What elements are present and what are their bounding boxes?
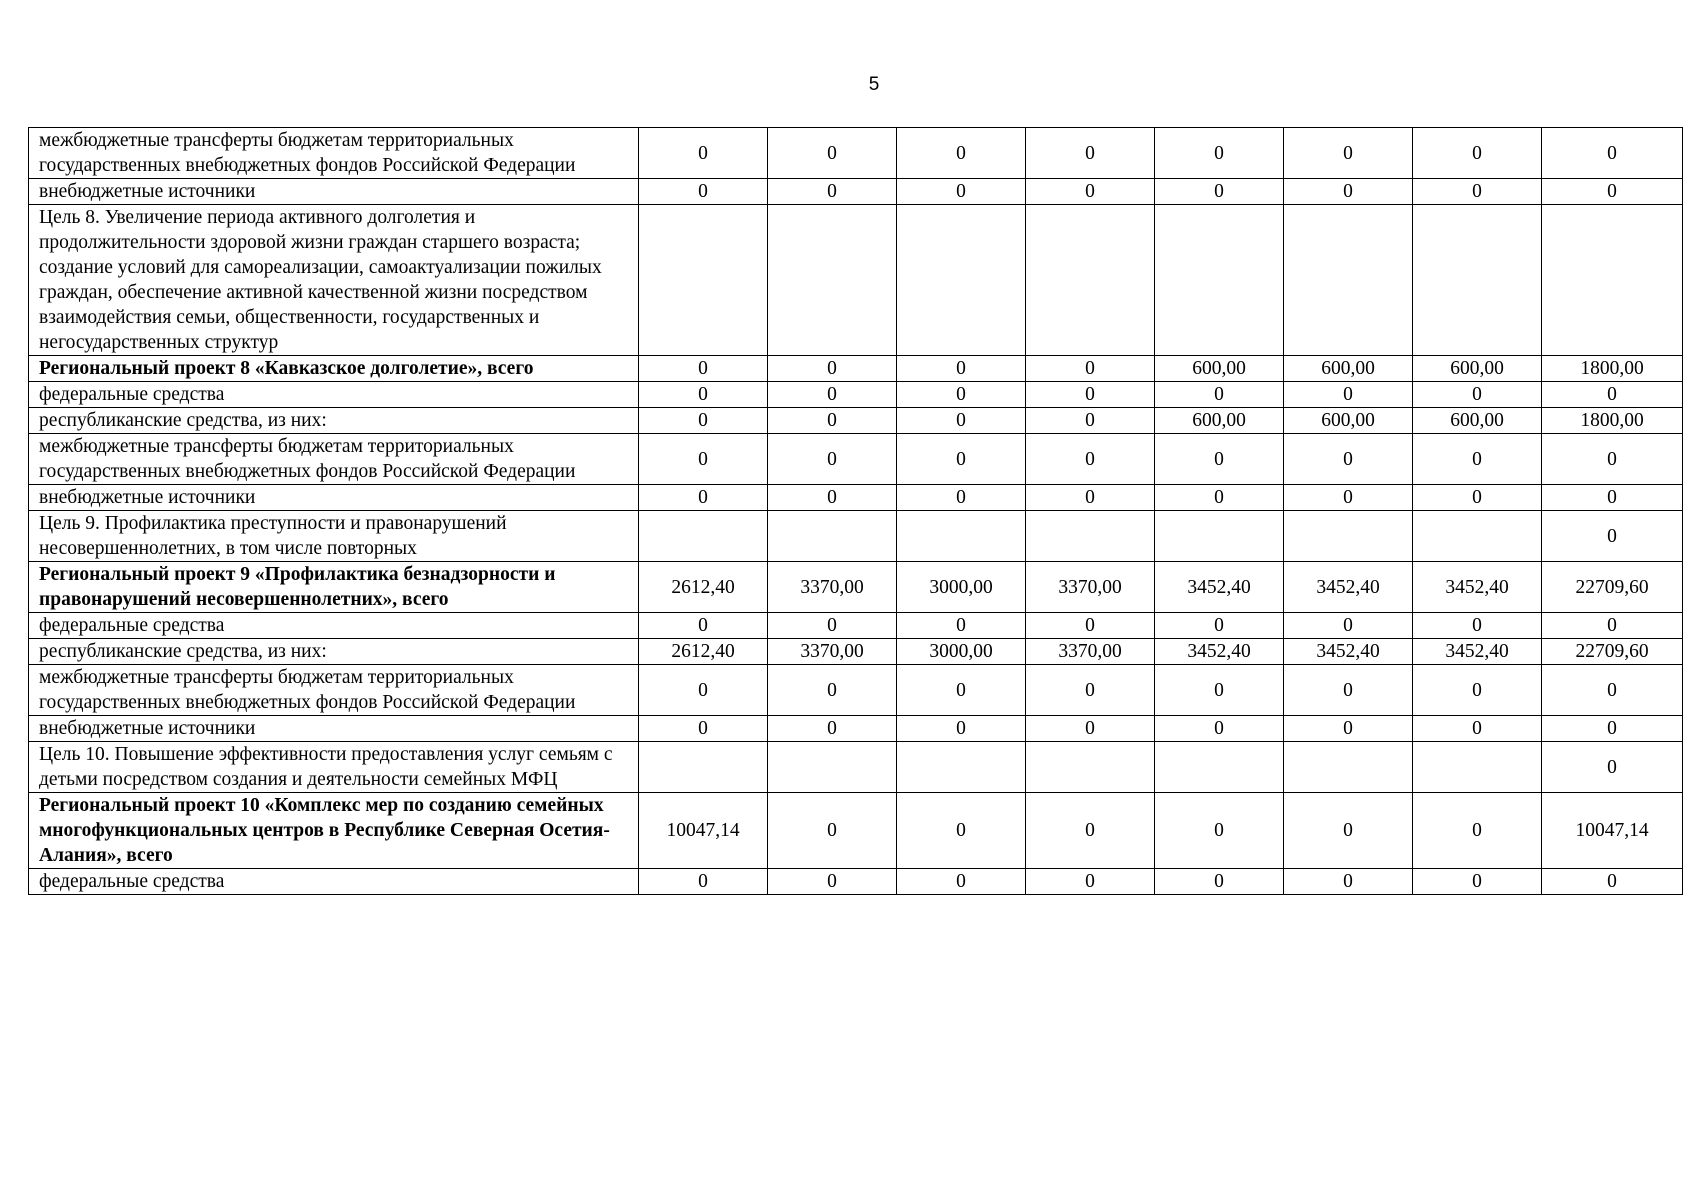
value-cell: 0: [1542, 665, 1683, 716]
value-cell: [768, 205, 897, 356]
row-label: Цель 10. Повышение эффективности предоставления услуг семьям с детьми посредством создания и деятельности семейных МФЦ: [29, 742, 639, 793]
value-cell: 3452,40: [1284, 562, 1413, 613]
value-cell: 0: [1284, 434, 1413, 485]
value-cell: 0: [1542, 716, 1683, 742]
value-cell: 600,00: [1155, 356, 1284, 382]
value-cell: [1413, 511, 1542, 562]
value-cell: [1155, 511, 1284, 562]
table-row: [29, 665, 1683, 716]
value-cell: 0: [1284, 128, 1413, 179]
value-cell: 0: [897, 356, 1026, 382]
value-cell: 0: [897, 408, 1026, 434]
value-cell: 0: [897, 485, 1026, 511]
value-cell: 0: [1413, 382, 1542, 408]
value-cell: 22709,60: [1542, 562, 1683, 613]
value-cell: 0: [1026, 716, 1155, 742]
value-cell: 0: [1155, 665, 1284, 716]
value-cell: 0: [1155, 128, 1284, 179]
value-cell: 0: [1542, 613, 1683, 639]
value-cell: [1413, 742, 1542, 793]
table-body: [29, 128, 1683, 895]
value-cell: 0: [768, 179, 897, 205]
value-cell: 0: [1026, 128, 1155, 179]
row-label: федеральные средства: [29, 382, 639, 408]
value-cell: 0: [1026, 665, 1155, 716]
value-cell: [897, 511, 1026, 562]
row-label: внебюджетные источники: [29, 179, 639, 205]
value-cell: 0: [1284, 179, 1413, 205]
value-cell: 0: [1542, 511, 1683, 562]
value-cell: 0: [768, 665, 897, 716]
row-label: межбюджетные трансферты бюджетам территориальных государственных внебюджетных фондов Российской Федерации: [29, 128, 639, 179]
value-cell: 3452,40: [1155, 562, 1284, 613]
value-cell: 0: [1542, 128, 1683, 179]
value-cell: 3452,40: [1413, 562, 1542, 613]
row-label: межбюджетные трансферты бюджетам территориальных государственных внебюджетных фондов Российской Федерации: [29, 434, 639, 485]
value-cell: 600,00: [1413, 408, 1542, 434]
row-label: внебюджетные источники: [29, 485, 639, 511]
value-cell: 0: [897, 869, 1026, 895]
value-cell: 0: [1413, 793, 1542, 869]
value-cell: 0: [768, 869, 897, 895]
value-cell: 0: [639, 382, 768, 408]
table-row: [29, 179, 1683, 205]
value-cell: [639, 205, 768, 356]
table-row: [29, 639, 1683, 665]
value-cell: [1284, 742, 1413, 793]
value-cell: 0: [639, 408, 768, 434]
value-cell: 0: [1284, 613, 1413, 639]
row-label: внебюджетные источники: [29, 716, 639, 742]
value-cell: 0: [639, 665, 768, 716]
value-cell: 3452,40: [1284, 639, 1413, 665]
value-cell: 0: [1542, 485, 1683, 511]
value-cell: 0: [897, 179, 1026, 205]
row-label: Цель 9. Профилактика преступности и правонарушений несовершеннолетних, в том числе повторных: [29, 511, 639, 562]
value-cell: [639, 511, 768, 562]
value-cell: 3370,00: [1026, 639, 1155, 665]
value-cell: 0: [768, 434, 897, 485]
value-cell: 0: [1284, 869, 1413, 895]
value-cell: 600,00: [1284, 356, 1413, 382]
value-cell: 0: [1026, 793, 1155, 869]
table-row: [29, 128, 1683, 179]
value-cell: 1800,00: [1542, 408, 1683, 434]
value-cell: [1284, 205, 1413, 356]
value-cell: 0: [897, 382, 1026, 408]
table-row: [29, 408, 1683, 434]
value-cell: 3452,40: [1413, 639, 1542, 665]
value-cell: 0: [1155, 613, 1284, 639]
value-cell: 600,00: [1155, 408, 1284, 434]
value-cell: 0: [1155, 485, 1284, 511]
value-cell: [1155, 742, 1284, 793]
value-cell: 3452,40: [1155, 639, 1284, 665]
value-cell: [1542, 205, 1683, 356]
value-cell: 0: [1542, 434, 1683, 485]
value-cell: 0: [639, 613, 768, 639]
table-row: [29, 562, 1683, 613]
value-cell: 0: [1026, 434, 1155, 485]
value-cell: 0: [768, 485, 897, 511]
value-cell: 0: [639, 356, 768, 382]
value-cell: 0: [1284, 382, 1413, 408]
value-cell: 0: [1413, 665, 1542, 716]
value-cell: 0: [768, 613, 897, 639]
page-number: 5: [868, 74, 880, 95]
value-cell: 0: [1284, 793, 1413, 869]
row-label: Региональный проект 8 «Кавказское долголетие», всего: [29, 356, 639, 382]
value-cell: [1413, 205, 1542, 356]
table-row: [29, 793, 1683, 869]
value-cell: 0: [1026, 485, 1155, 511]
row-label: межбюджетные трансферты бюджетам территориальных государственных внебюджетных фондов Российской Федерации: [29, 665, 639, 716]
value-cell: [639, 742, 768, 793]
budget-table: [28, 127, 1683, 895]
value-cell: 0: [897, 793, 1026, 869]
value-cell: 3370,00: [1026, 562, 1155, 613]
value-cell: 0: [1542, 742, 1683, 793]
table-row: [29, 716, 1683, 742]
value-cell: 10047,14: [639, 793, 768, 869]
value-cell: 10047,14: [1542, 793, 1683, 869]
value-cell: 0: [639, 869, 768, 895]
row-label: Региональный проект 9 «Профилактика безнадзорности и правонарушений несовершеннолетних», всего: [29, 562, 639, 613]
table-row: [29, 205, 1683, 356]
value-cell: 0: [1155, 434, 1284, 485]
value-cell: 0: [1284, 485, 1413, 511]
value-cell: 0: [639, 716, 768, 742]
value-cell: [1026, 742, 1155, 793]
value-cell: 0: [768, 408, 897, 434]
value-cell: 0: [768, 793, 897, 869]
value-cell: 3000,00: [897, 562, 1026, 613]
value-cell: [1284, 511, 1413, 562]
value-cell: [1155, 205, 1284, 356]
table-row: [29, 356, 1683, 382]
value-cell: [1026, 511, 1155, 562]
value-cell: [768, 511, 897, 562]
value-cell: 3370,00: [768, 639, 897, 665]
table-row: [29, 511, 1683, 562]
value-cell: 0: [1284, 716, 1413, 742]
value-cell: [897, 205, 1026, 356]
value-cell: 0: [1026, 408, 1155, 434]
value-cell: [897, 742, 1026, 793]
value-cell: 0: [1026, 613, 1155, 639]
value-cell: 0: [1026, 382, 1155, 408]
value-cell: 0: [1026, 356, 1155, 382]
value-cell: 0: [1413, 434, 1542, 485]
value-cell: 1800,00: [1542, 356, 1683, 382]
row-label: федеральные средства: [29, 613, 639, 639]
value-cell: 0: [1413, 128, 1542, 179]
value-cell: 0: [639, 128, 768, 179]
table-row: [29, 742, 1683, 793]
value-cell: 0: [639, 179, 768, 205]
table-row: [29, 485, 1683, 511]
value-cell: 0: [897, 665, 1026, 716]
value-cell: 0: [897, 613, 1026, 639]
value-cell: 0: [1155, 179, 1284, 205]
value-cell: 0: [1155, 382, 1284, 408]
value-cell: 0: [1413, 179, 1542, 205]
value-cell: 0: [1413, 716, 1542, 742]
value-cell: 0: [1155, 793, 1284, 869]
row-label: Цель 8. Увеличение периода активного долголетия и продолжительности здоровой жизни граждан старшего возраста; создание условий для самореализации, самоактуализации пожилых граждан, обеспечение активной качественной жизни посредством взаимодействия семьи, общественности, государственных и негосударственных структур: [29, 205, 639, 356]
value-cell: 3370,00: [768, 562, 897, 613]
row-label: федеральные средства: [29, 869, 639, 895]
row-label: Региональный проект 10 «Комплекс мер по созданию семейных многофункциональных центров в Республике Северная Осетия-Алания», всего: [29, 793, 639, 869]
value-cell: 0: [768, 356, 897, 382]
table-row: [29, 613, 1683, 639]
row-label: республиканские средства, из них:: [29, 408, 639, 434]
value-cell: 0: [1413, 613, 1542, 639]
value-cell: [1026, 205, 1155, 356]
value-cell: 0: [639, 485, 768, 511]
table-row: [29, 869, 1683, 895]
value-cell: 0: [1542, 382, 1683, 408]
value-cell: [768, 742, 897, 793]
value-cell: 0: [1542, 179, 1683, 205]
value-cell: 0: [1413, 869, 1542, 895]
value-cell: 0: [1542, 869, 1683, 895]
table-row: [29, 434, 1683, 485]
value-cell: 2612,40: [639, 639, 768, 665]
value-cell: 600,00: [1413, 356, 1542, 382]
value-cell: 2612,40: [639, 562, 768, 613]
row-label: республиканские средства, из них:: [29, 639, 639, 665]
value-cell: 0: [639, 434, 768, 485]
value-cell: 0: [768, 716, 897, 742]
value-cell: 0: [1026, 179, 1155, 205]
value-cell: 0: [768, 382, 897, 408]
value-cell: 0: [1155, 869, 1284, 895]
value-cell: 0: [768, 128, 897, 179]
value-cell: 0: [1026, 869, 1155, 895]
value-cell: 0: [1155, 716, 1284, 742]
value-cell: 22709,60: [1542, 639, 1683, 665]
table-row: [29, 382, 1683, 408]
value-cell: 0: [897, 716, 1026, 742]
value-cell: 0: [1413, 485, 1542, 511]
value-cell: 0: [897, 128, 1026, 179]
value-cell: 3000,00: [897, 639, 1026, 665]
value-cell: 0: [897, 434, 1026, 485]
value-cell: 0: [1284, 665, 1413, 716]
value-cell: 600,00: [1284, 408, 1413, 434]
